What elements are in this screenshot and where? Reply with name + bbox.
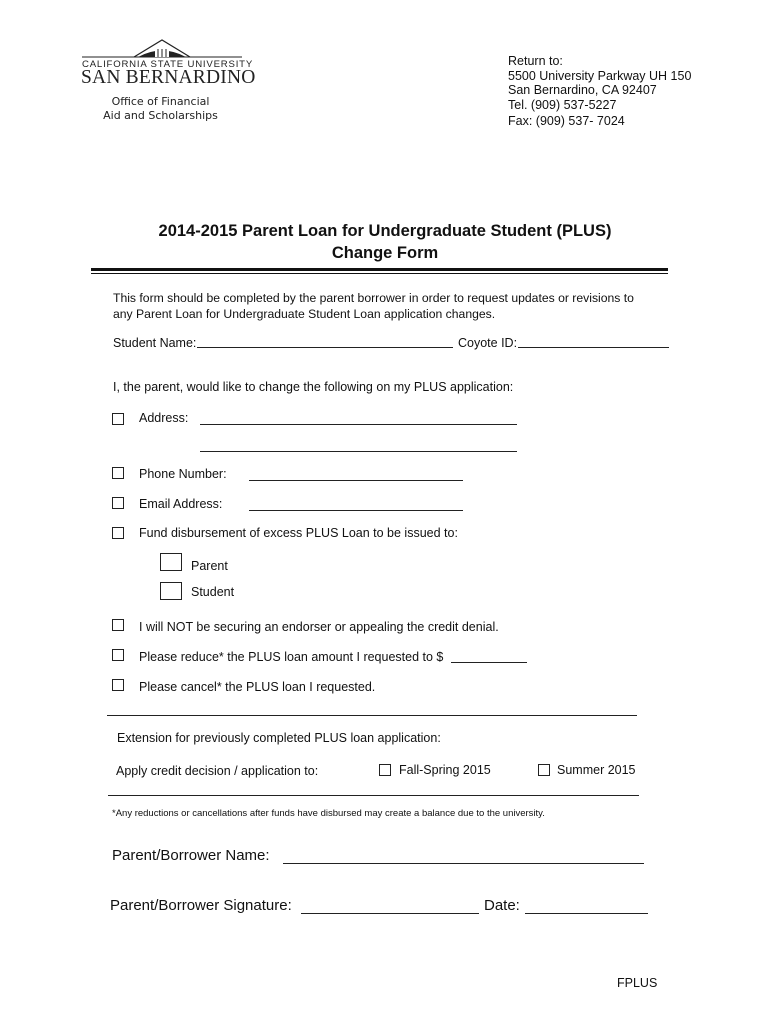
cancel-label: Please cancel* the PLUS loan I requested. — [139, 680, 376, 694]
fall-spring-label: Fall-Spring 2015 — [399, 763, 491, 777]
student-checkbox[interactable] — [160, 582, 182, 600]
fax: Fax: (909) 537- 7024 — [508, 114, 625, 129]
address-checkbox[interactable] — [112, 413, 124, 425]
borrower-name-label: Parent/Borrower Name: — [112, 847, 270, 864]
reduce-checkbox[interactable] — [112, 649, 124, 661]
intro-line2: any Parent Loan for Undergraduate Student Loan application changes. — [113, 306, 496, 321]
form-title — [40, 220, 730, 264]
address-field-line2[interactable] — [200, 451, 517, 452]
extension-divider — [108, 795, 639, 796]
email-label: Email Address: — [139, 497, 223, 511]
logo-campus-name: SAN BERNARDINO — [81, 67, 256, 88]
summer-checkbox[interactable] — [538, 764, 550, 776]
phone-checkbox[interactable] — [112, 467, 124, 479]
summer-label: Summer 2015 — [557, 763, 636, 777]
return-to-label: Return to: — [508, 54, 563, 68]
date-field[interactable] — [525, 913, 648, 914]
borrower-name-field[interactable] — [283, 863, 644, 864]
borrower-signature-field[interactable] — [301, 913, 479, 914]
change-intro-text: I, the parent, would like to change the following on my PLUS application: — [113, 380, 514, 394]
form-code: FPLUS — [617, 976, 658, 990]
coyote-id-label: Coyote ID: — [458, 336, 518, 350]
address-label: Address: — [139, 411, 189, 425]
email-checkbox[interactable] — [112, 497, 124, 509]
address-line1: 5500 University Parkway UH 150 — [508, 68, 692, 83]
form-title-line1: 2014-2015 Parent Loan for Undergraduate Student (PLUS) — [158, 222, 612, 240]
email-field[interactable] — [249, 510, 463, 511]
student-name-field[interactable] — [197, 347, 453, 348]
no-endorser-label: I will NOT be securing an endorser or appealing the credit denial. — [139, 620, 499, 634]
address-field-line1[interactable] — [200, 424, 517, 425]
extension-heading: Extension for previously completed PLUS loan application: — [117, 731, 441, 745]
phone-field[interactable] — [249, 480, 463, 481]
title-rule-thick — [91, 268, 668, 271]
student-label: Student — [191, 585, 235, 599]
parent-checkbox[interactable] — [160, 553, 182, 571]
no-endorser-checkbox[interactable] — [112, 619, 124, 631]
fund-disbursement-label: Fund disbursement of excess PLUS Loan to be issued to: — [139, 526, 458, 540]
reduce-amount-field[interactable] — [451, 662, 527, 663]
return-address — [508, 54, 691, 129]
date-label: Date: — [484, 897, 520, 914]
fund-disbursement-checkbox[interactable] — [112, 527, 124, 539]
logo-office-line1: Office of Financial — [111, 95, 210, 108]
intro-text — [113, 291, 634, 322]
address-line2: San Bernardino, CA 92407 — [508, 83, 657, 98]
fall-spring-checkbox[interactable] — [379, 764, 391, 776]
cancel-checkbox[interactable] — [112, 679, 124, 691]
logo-office-line2: Aid and Scholarships — [103, 109, 218, 122]
reduction-footnote: *Any reductions or cancellations after funds have disbursed may create a balance due to the university. — [112, 808, 545, 819]
student-name-label: Student Name: — [113, 336, 197, 350]
coyote-id-field[interactable] — [518, 347, 669, 348]
borrower-signature-label: Parent/Borrower Signature: — [110, 897, 292, 914]
intro-line1: This form should be completed by the parent borrower in order to request updates or revisions to — [113, 291, 634, 305]
logo-university-name: CALIFORNIA STATE UNIVERSITY — [82, 59, 254, 70]
phone-label: Phone Number: — [139, 467, 227, 481]
parent-label: Parent — [191, 559, 228, 573]
apply-credit-label: Apply credit decision / application to: — [116, 764, 319, 778]
reduce-label: Please reduce* the PLUS loan amount I requested to $ — [139, 650, 444, 664]
title-rule-thin — [91, 273, 668, 274]
form-title-line2: Change Form — [331, 244, 439, 262]
section-divider — [107, 715, 637, 716]
logo-office-name — [98, 95, 223, 123]
telephone: Tel. (909) 537-5227 — [508, 97, 617, 112]
campus-building-icon — [82, 36, 242, 58]
